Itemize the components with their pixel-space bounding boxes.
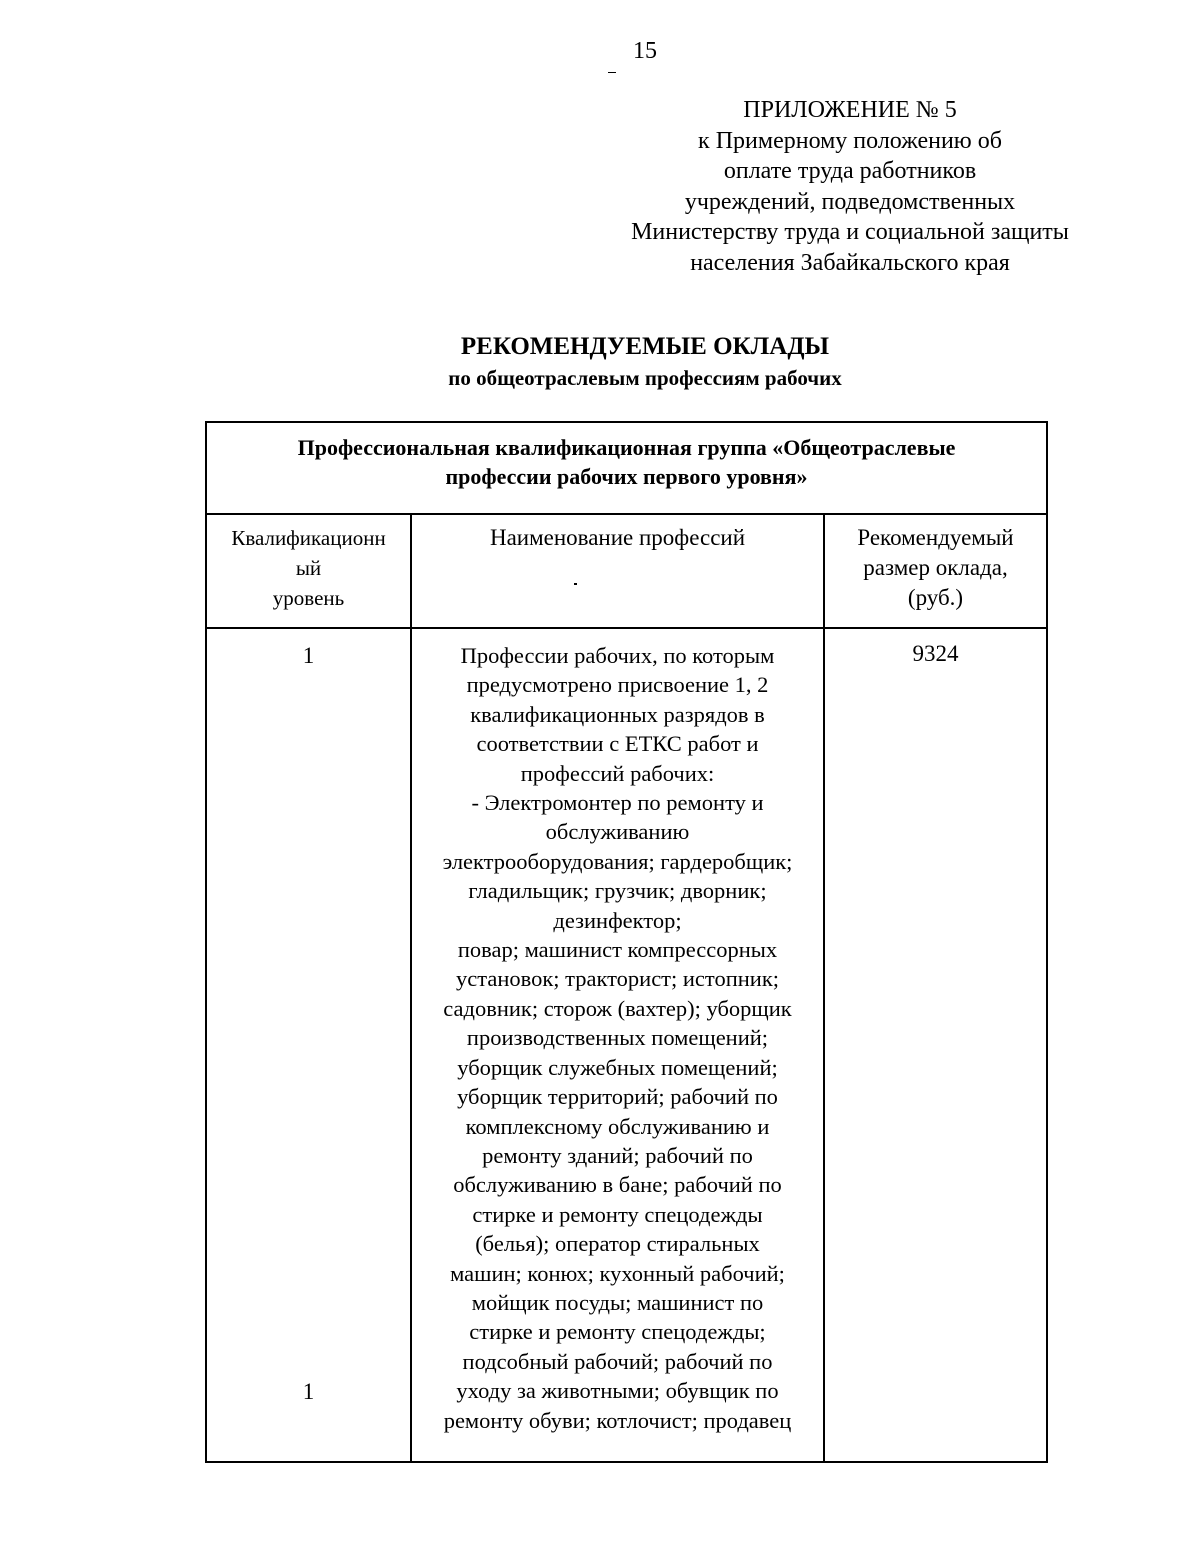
profession-line: ремонту обуви; котлочист; продавец [443,1407,792,1433]
group-header-cell [206,422,1047,514]
profession-line: мойщик посуды; машинист по [471,1289,764,1315]
document-subtitle: по общеотраслевым профессиям рабочих [448,366,842,390]
profession-line: стирке и ремонту спецодежды; [469,1319,766,1345]
column-header-line: Квалификационн [231,526,386,550]
qualification-level-repeat: 1 [302,1379,315,1404]
column-header-line: Наименование профессий [489,525,746,550]
profession-line: профессий рабочих: [520,760,715,786]
appendix-line: ПРИЛОЖЕНИЕ № 5 [743,97,957,123]
appendix-line: Министерству труда и социальной защиты [631,219,1069,245]
column-header-salary [824,514,1047,628]
qualification-level: 1 [302,643,315,668]
profession-line: обслуживанию [545,819,690,845]
column-header-profession [411,514,824,628]
profession-line: машин; конюх; кухонный рабочий; [450,1260,785,1286]
profession-line: повар; машинист компрессорных [457,937,778,963]
column-header-line: уровень [272,586,345,610]
profession-line: гладильщик; грузчик; дворник; [468,878,767,904]
profession-list-cell [411,628,824,1462]
profession-line: (белья); оператор стиральных [475,1231,760,1257]
table-row [206,628,1047,1462]
profession-line: Профессии рабочих, по которым [460,643,775,668]
appendix-line: к Примерному положению об [698,127,1002,154]
scan-speck [574,583,577,585]
salary-value: 9324 [912,641,959,666]
profession-line: стирке и ремонту спецодежды [472,1201,763,1227]
profession-line: уборщик служебных помещений; [457,1054,778,1080]
column-header-line: ый [295,556,322,580]
profession-line: квалификационных разрядов в [470,701,765,727]
qualification-level-cell [206,628,411,1462]
appendix-block [600,95,1100,278]
column-header-line: размер оклада, [863,555,1008,580]
profession-line: дезинфектор; [553,907,682,933]
profession-line: ремонту зданий; рабочий по [482,1142,753,1168]
appendix-line: учреждений, подведомственных [684,188,1016,215]
profession-line: установок; тракторист; истопник; [455,966,780,992]
group-header-line: Профессиональная квалификационная группа «Общеотраслевые [297,435,956,460]
group-header-line: профессии рабочих первого уровня» [445,464,808,489]
scan-speck [608,72,616,73]
profession-line: предусмотрено присвоение 1, 2 [466,672,769,698]
salary-table [205,421,1048,1463]
profession-line: обслуживанию в бане; рабочий по [453,1172,782,1198]
salary-cell [824,628,1047,1462]
column-header-line: (руб.) [907,585,964,610]
profession-line: уборщик территорий; рабочий по [457,1084,778,1110]
column-header-level [206,514,411,628]
profession-line: - Электромонтер по ремонту и [471,790,764,816]
profession-line: соответствии с ЕТКС работ и [476,731,759,757]
column-header-line: Рекомендуемый [857,525,1014,550]
profession-line: электрооборудования; гардеробщик; [442,848,793,874]
profession-line: садовник; сторож (вахтер); уборщик [443,995,792,1021]
profession-line: комплексному обслуживанию и [465,1113,770,1139]
profession-line: подсобный рабочий; рабочий по [462,1348,773,1374]
appendix-line: населения Забайкальского края [690,249,1010,276]
page-number: 15 [633,38,657,64]
profession-line: производственных помещений; [466,1025,769,1051]
appendix-line: оплате труда работников [723,158,977,184]
document-title: РЕКОМЕНДУЕМЫЕ ОКЛАДЫ [460,333,830,360]
profession-line: уходу за животными; обувщик по [456,1378,779,1404]
